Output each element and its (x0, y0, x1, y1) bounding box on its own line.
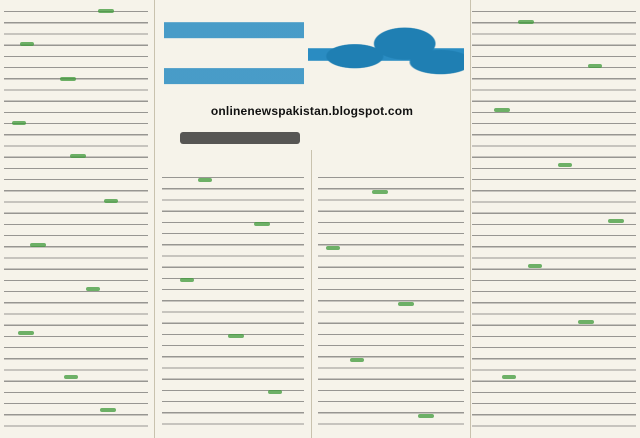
sub-headline-calligraphy-2 (164, 60, 304, 92)
column-divider (154, 0, 155, 438)
headline-banner (156, 4, 468, 144)
byline-text (180, 132, 300, 144)
site-url: onlinenewspakistan.blogspot.com (210, 104, 414, 118)
column-divider (311, 150, 312, 438)
text-column-mid-left (158, 150, 308, 438)
main-headline-calligraphy (308, 10, 464, 94)
text-column-left (0, 0, 152, 438)
column-text-lines (318, 172, 464, 434)
sub-headline-calligraphy (164, 10, 304, 50)
text-column-mid-right (314, 150, 468, 438)
column-text-lines (162, 172, 304, 434)
author-byline (156, 130, 306, 146)
column-text-lines (4, 6, 148, 434)
text-column-right (468, 0, 640, 438)
column-text-lines (472, 6, 636, 434)
